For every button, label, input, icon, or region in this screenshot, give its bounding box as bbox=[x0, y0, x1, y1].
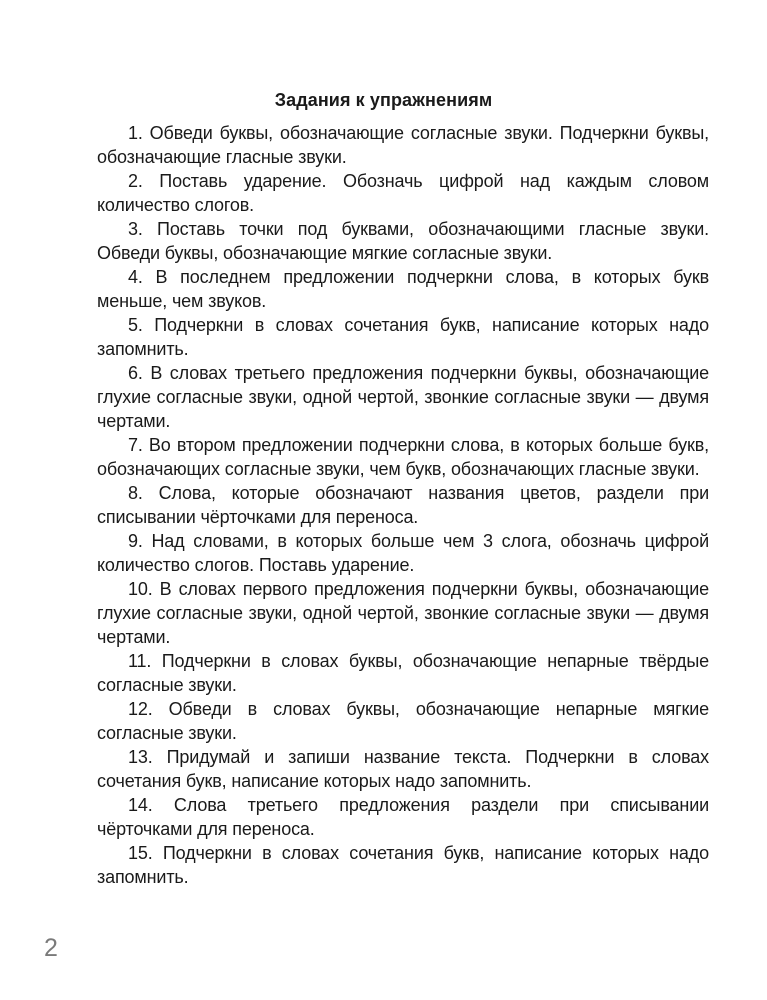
task-item: 8. Слова, которые обозначают названия цветов, раздели при списывании чёрточками для переноса. bbox=[97, 483, 709, 527]
task-item: 4. В последнем предложении подчеркни слова, в которых букв меньше, чем звуков. bbox=[97, 267, 709, 311]
task-item: 7. Во втором предложении подчеркни слова, в которых больше букв, обозначающих согласные звуки, чем букв, обозначающих гласные звуки. bbox=[97, 435, 709, 479]
task-item: 12. Обведи в словах буквы, обозначающие непарные мягкие согласные звуки. bbox=[97, 699, 709, 743]
task-item: 3. Поставь точки под буквами, обозначающими гласные звуки. Обведи буквы, обозначающие мягкие согласные звуки. bbox=[97, 219, 709, 263]
page-title: Задания к упражнениям bbox=[274, 90, 493, 110]
task-item: 2. Поставь ударение. Обозначь цифрой над каждым словом количество слогов. bbox=[97, 171, 709, 215]
task-item: 11. Подчеркни в словах буквы, обозначающие непарные твёрдые согласные звуки. bbox=[97, 651, 709, 695]
page-number: 2 bbox=[44, 934, 58, 962]
task-item: 15. Подчеркни в словах сочетания букв, написание которых надо запомнить. bbox=[97, 843, 709, 887]
task-list bbox=[97, 121, 709, 889]
task-item: 10. В словах первого предложения подчеркни буквы, обозначающие глухие согласные звуки, одной чертой, звонкие согласные звуки — двумя чертами. bbox=[97, 579, 709, 647]
task-item: 5. Подчеркни в словах сочетания букв, написание которых надо запомнить. bbox=[97, 315, 709, 359]
task-item: 13. Придумай и запиши название текста. Подчеркни в словах сочетания букв, написание которых надо запомнить. bbox=[97, 747, 709, 791]
task-item: 9. Над словами, в которых больше чем 3 слога, обозначь цифрой количество слогов. Поставь ударение. bbox=[97, 531, 709, 575]
task-item: 1. Обведи буквы, обозначающие согласные звуки. Подчеркни буквы, обозначающие гласные звуки. bbox=[97, 123, 709, 167]
task-item: 14. Слова третьего предложения раздели при списывании чёрточками для переноса. bbox=[97, 795, 709, 839]
task-item: 6. В словах третьего предложения подчеркни буквы, обозначающие глухие согласные звуки, одной чертой, звонкие согласные звуки — двумя чертами. bbox=[97, 363, 709, 431]
